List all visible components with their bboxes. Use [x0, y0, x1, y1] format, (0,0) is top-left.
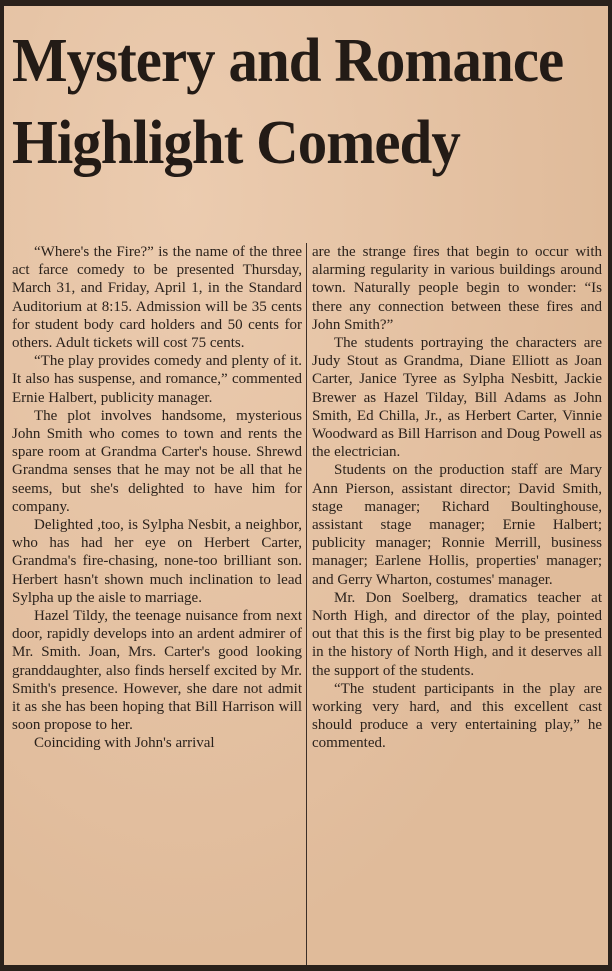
column-divider	[306, 243, 307, 965]
right-column	[312, 243, 602, 753]
paragraph: Students on the production staff are Mary Ann Pierson, assistant director; David Smith, stage manager; Richard Boultinghouse, assistant stage manager; Ernie Halbert; publicity manager; Ronnie Merrill, business manager; Earlene Hollis, properties' manager; and Gerry Wharton, costumes' manager.	[312, 462, 602, 588]
paragraph: The students portraying the characters are Judy Stout as Grandma, Diane Elliott as Joan Carter, Janice Tyree as Sylpha Nesbitt, Jackie Brewer as Hazel Tilday, Bill Adams as John Smith, Ed Chilla, Jr., as Herbert Carter, Vinnie Woodward as Bill Harrison and Doug Powell as the electrician.	[312, 335, 602, 461]
paragraph: “The play provides comedy and plenty of it. It also has suspense, and romance,” commented Ernie Halbert, publicity manager.	[12, 353, 302, 406]
paragraph: Hazel Tildy, the teenage nuisance from next door, rapidly develops into an ardent admirer of Mr. Smith. Joan, Mrs. Carter's good looking granddaughter, also finds herself excited by Mr. Smith's presence. However, she dare not admit it as she has been hoping that Bill Harrison will soon propose to her.	[12, 608, 302, 734]
paragraph: are the strange fires that begin to occur with alarming regularity in various buildings around town. Naturally people begin to wonder: “Is there any connection between these fires and John Smith?”	[312, 244, 602, 333]
paragraph: The plot involves handsome, mysterious John Smith who comes to town and rents the spare room at Grandma Carter's house. Shrewd Grandma senses that he may not be all that he seems, but she's delighted to have him for company.	[12, 407, 302, 515]
paragraph: “Where's the Fire?” is the name of the three act farce comedy to be presented Thursday, March 31, and Friday, April 1, in the Standard Auditorium at 8:15. Admission will be 35 cents for student body card holders and 50 cents for others. Adult tickets will cost 75 cents.	[12, 244, 302, 352]
paragraph: Coinciding with John's arrival	[34, 735, 215, 752]
left-column	[12, 243, 302, 753]
headline: Mystery and Romance Highlight Comedy	[12, 27, 564, 177]
paragraph: Mr. Don Soelberg, dramatics teacher at North High, and director of the play, pointed out that this is the first big play to be presented in the history of North High, and it deserves all the support of the students.	[312, 589, 602, 679]
newspaper-clipping	[4, 6, 608, 965]
paragraph: “The student participants in the play are working very hard, and this excellent cast should produce a very entertaining play,” he commented.	[312, 680, 602, 752]
paragraph: Delighted ,too, is Sylpha Nesbit, a neighbor, who has had her eye on Herbert Carter, Grandma's fire-chasing, none-too brilliant son. Herbert hasn't shown much inclination to lead Sylpha up the aisle to marriage.	[12, 517, 302, 606]
